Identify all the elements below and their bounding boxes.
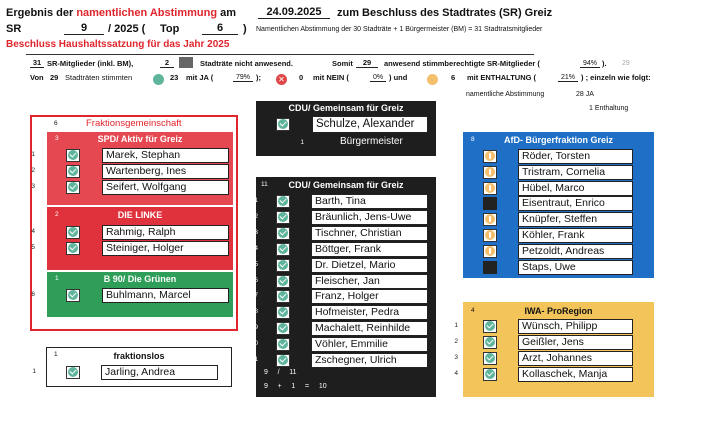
no-count: 0 [299, 73, 304, 82]
member-number: 7 [454, 246, 458, 254]
no-pct: 0% [370, 74, 386, 82]
named-value: 28 JA [576, 91, 594, 98]
title-suffix: zum Beschluss des Stadtrates (SR) Greiz [337, 7, 553, 19]
member-name: Böttger, Frank [311, 242, 428, 257]
group-count: 3 [55, 135, 59, 142]
yes-vote-icon [66, 289, 80, 302]
abstain-vote-icon [483, 182, 497, 195]
member-name: Petzoldt, Andreas [518, 244, 633, 259]
member-role: Bürgermeister [340, 136, 403, 147]
yes-pct: 79% [233, 74, 253, 82]
member-name: Hübel, Marco [518, 181, 633, 196]
member-name: Bräunlich, Jens-Uwe [311, 210, 428, 225]
member-number: 3 [254, 228, 258, 236]
member-number: 4 [31, 228, 35, 235]
group-count: 1 [54, 351, 58, 358]
group-title: B 90/ Die Grünen [103, 274, 177, 284]
member-name: Geißler, Jens [518, 335, 633, 350]
member-number: 6 [31, 291, 35, 298]
title-line [6, 7, 236, 19]
member-name: Eisentraut, Enrico [518, 196, 633, 211]
von-count: 29 [50, 73, 59, 82]
vote-date: 24.09.2025 [258, 6, 330, 19]
member-number: 1 [254, 197, 258, 204]
member-number: 2 [454, 167, 458, 175]
sr-label: SR [6, 23, 22, 35]
members-label: SR-Mitglieder (inkl. BM), [47, 59, 134, 68]
abst-pct: 21% [558, 74, 578, 82]
yes-count: 23 [170, 73, 179, 82]
divider [26, 54, 534, 55]
member-number: 2 [31, 167, 35, 174]
absent-count: 2 [160, 58, 174, 68]
member-number: 5 [31, 244, 35, 251]
absent-marker [179, 57, 193, 68]
member-name: Rahmig, Ralph [102, 225, 229, 240]
yes-vote-icon [66, 366, 80, 379]
yes-vote-icon [483, 336, 497, 349]
no-vote-box [483, 197, 497, 210]
group-title: CDU/ Gemeinsam für Greiz [288, 103, 404, 113]
member-name: Schulze, Alexander [312, 116, 428, 133]
member-number: 1 [300, 139, 304, 146]
somit-label: Somit [332, 59, 353, 68]
yes-vote-icon [276, 227, 290, 240]
group-iwa [454, 302, 654, 397]
group-count: 2 [55, 211, 59, 218]
von-label: Von [30, 73, 44, 82]
member-number: 7 [254, 292, 258, 300]
frame-count: 6 [54, 120, 58, 127]
group-title: CDU/ Gemeinsam für Greiz [288, 180, 404, 190]
group-count: 11 [261, 181, 268, 188]
group-title: AfD- Bürgerfraktion Greiz [503, 135, 613, 145]
member-number: 6 [254, 276, 258, 284]
yes-vote-icon [66, 226, 80, 239]
member-number: 6 [454, 231, 458, 238]
yes-vote-icon [66, 242, 80, 255]
member-name: Seifert, Wolfgang [102, 180, 229, 195]
cdu-tally: 9 / 11 [264, 369, 297, 376]
present-count: 29 [356, 58, 378, 68]
member-number: 3 [31, 183, 35, 190]
no-label: mit NEIN ( [313, 73, 349, 82]
yes-vote-icon [276, 259, 290, 272]
no-close: ) und [389, 73, 408, 82]
group-count: 8 [471, 136, 475, 143]
member-name: Arzt, Johannes [518, 351, 633, 366]
yes-vote-icon [276, 243, 290, 256]
yes-vote-icon [483, 352, 497, 365]
member-name: Köhler, Frank [518, 228, 633, 243]
member-name: Jarling, Andrea [101, 365, 218, 380]
member-number: 4 [454, 369, 458, 377]
present-pct: 94% [580, 60, 600, 68]
member-number: 3 [454, 353, 458, 361]
group-afd [454, 132, 654, 278]
group-cdu [250, 177, 436, 397]
member-name: Machalett, Reinhilde [311, 321, 428, 336]
member-number: 1 [31, 151, 35, 158]
abstain-vote-icon [483, 245, 497, 258]
member-name: Hofmeister, Pedra [311, 305, 428, 320]
title-prefix: Ergebnis der [6, 7, 74, 19]
member-name: Barth, Tina [311, 194, 428, 209]
yes-icon [153, 71, 164, 89]
members-count: 31 [30, 58, 44, 68]
member-name: Zschegner, Ulrich [311, 353, 428, 368]
member-number: 10 [250, 340, 258, 348]
top-close: ) [243, 23, 247, 35]
member-number: 8 [454, 262, 458, 270]
yes-vote-icon [66, 149, 80, 162]
member-number: 5 [454, 215, 458, 223]
abstain-vote-icon [483, 150, 497, 163]
present-close: ). [602, 59, 607, 68]
yes-vote-icon [276, 275, 290, 288]
group-gruene [31, 272, 233, 317]
abst-close: ) ; einzeln wie folgt: [581, 73, 651, 82]
header-note: Namentlichen Abstimmung der 30 Stadträte + 1 Bürgermeister (BM) = 31 Stadtratsmitglieder [256, 26, 543, 33]
group-title: SPD/ Aktiv für Greiz [97, 134, 183, 144]
member-name: Tristram, Cornelia [518, 165, 633, 180]
member-number: 11 [251, 356, 258, 363]
member-number: 4 [254, 244, 258, 252]
member-name: Fleischer, Jan [311, 274, 428, 289]
abstain-vote-icon [483, 166, 497, 179]
yes-vote-icon [276, 290, 290, 303]
member-number: 2 [254, 212, 258, 220]
abst-label: mit ENTHALTUNG ( [467, 73, 537, 82]
group-cdu-buergermeister [256, 101, 436, 156]
sr-number: 9 [64, 22, 104, 35]
member-name: Franz, Holger [311, 289, 428, 304]
yes-vote-icon [276, 354, 290, 367]
member-name: Tischner, Christian [311, 226, 428, 241]
named-label: namentliche Abstimmung [466, 91, 545, 98]
yes-vote-icon [276, 211, 290, 224]
member-number: 1 [32, 368, 36, 375]
top-number: 6 [202, 22, 238, 35]
group-fraktionslos [32, 347, 232, 387]
yes-vote-icon [276, 118, 290, 131]
yes-vote-icon [66, 181, 80, 194]
member-number: 2 [454, 337, 458, 345]
member-number: 9 [254, 324, 258, 332]
abstain-vote-icon [483, 229, 497, 242]
title-am: am [220, 7, 237, 19]
absent-label: Stadträte nicht anwesend. [200, 59, 293, 68]
member-number: 5 [254, 260, 258, 268]
member-name: Marek, Stephan [102, 148, 229, 163]
yes-vote-icon [276, 322, 290, 335]
group-title: IWA- ProRegion [524, 306, 593, 316]
member-name: Röder, Torsten [518, 149, 633, 164]
no-vote-box [483, 261, 497, 274]
member-number: 3 [454, 183, 458, 191]
member-name: Staps, Uwe [518, 260, 633, 275]
group-title: DIE LINKE [117, 210, 163, 220]
member-number: 1 [454, 322, 458, 329]
member-name: Kollaschek, Manja [518, 367, 633, 382]
yes-vote-icon [483, 368, 497, 381]
no-icon: ✕ [276, 71, 287, 89]
abstain-icon [427, 71, 438, 89]
stimmten-label: Stadträten stimmten [65, 73, 133, 82]
named-value-2: 1 Enthaltung [589, 105, 629, 112]
yes-vote-icon [483, 320, 497, 333]
yes-close: ); [256, 73, 261, 82]
member-name: Wartenberg, Ines [102, 164, 229, 179]
group-linke [31, 207, 233, 270]
member-name: Wünsch, Philipp [518, 319, 633, 334]
group-spd [31, 132, 233, 205]
member-name: Buhlmann, Marcel [102, 288, 229, 303]
beschluss-title: Beschluss Haushaltssatzung für das Jahr 2025 [6, 39, 230, 50]
yes-vote-icon [276, 338, 290, 351]
cdu-sum: 9 + 1 = 10 [264, 383, 327, 390]
member-name: Knüpfer, Steffen [518, 212, 633, 227]
abstain-vote-icon [483, 213, 497, 226]
group-count: 4 [471, 307, 475, 314]
faint-count: 29 [622, 60, 630, 67]
yes-vote-icon [276, 195, 290, 208]
member-name: Dr. Dietzel, Mario [311, 258, 428, 273]
member-number: 4 [454, 199, 458, 207]
title-highlight: namentlichen Abstimmung [76, 7, 218, 19]
member-name: Vöhler, Emmilie [311, 337, 428, 352]
yes-label: mit JA ( [186, 73, 214, 82]
frame-title: Fraktionsgemeinschaft [86, 118, 182, 129]
top-label: Top [160, 23, 180, 35]
abst-count: 6 [451, 73, 456, 82]
present-label: anwesend stimmberechtigte SR-Mitglieder ( [384, 59, 540, 68]
member-number: 8 [254, 308, 258, 316]
member-number: 1 [454, 152, 458, 159]
sr-year: / 2025 ( [108, 23, 146, 35]
yes-vote-icon [276, 306, 290, 319]
group-title: fraktionslos [113, 351, 165, 361]
member-name: Steiniger, Holger [102, 241, 229, 256]
yes-vote-icon [66, 165, 80, 178]
group-count: 1 [55, 275, 59, 282]
